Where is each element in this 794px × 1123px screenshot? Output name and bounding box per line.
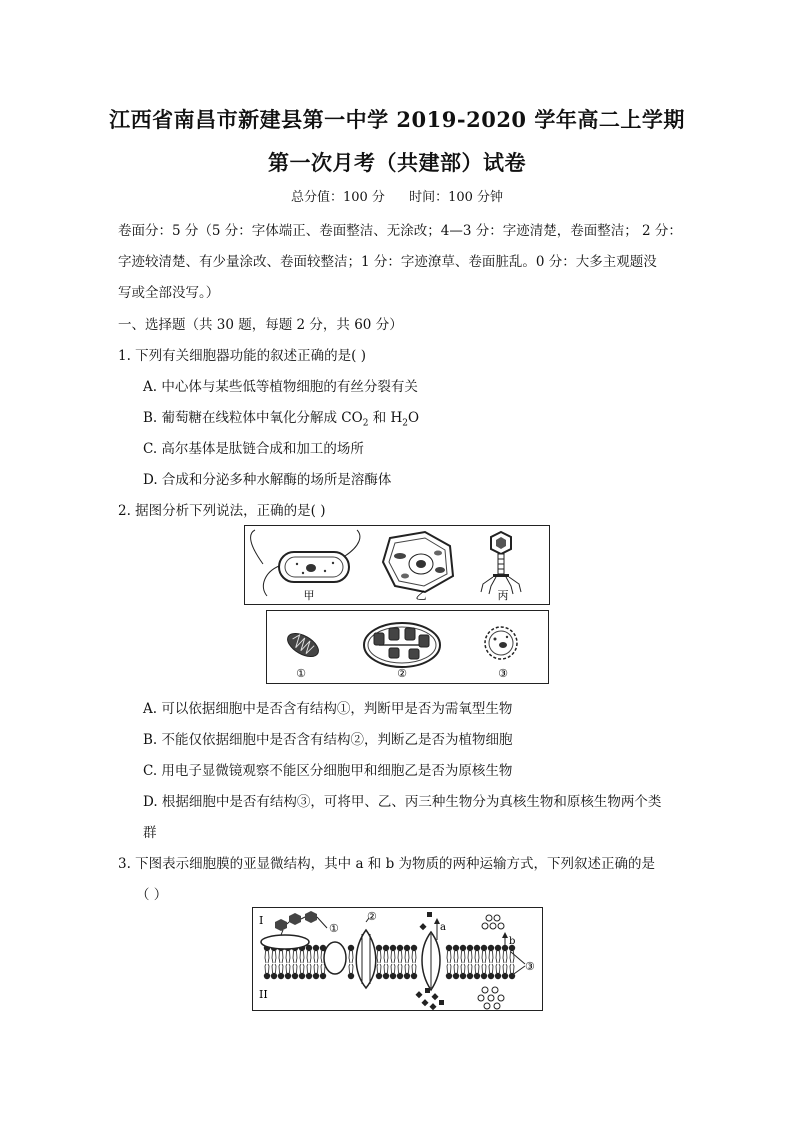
q2-stem: 2. 据图分析下列说法，正确的是( ) [118, 503, 326, 519]
side-label-top: I [259, 914, 264, 927]
phage-illustration [481, 532, 521, 594]
q1-stem: 1. 下列有关细胞器功能的叙述正确的是( ) [118, 348, 366, 364]
q1-option-b-sub2: 2 [402, 418, 409, 429]
label-a: a [440, 922, 446, 933]
label-1: ① [329, 922, 339, 935]
label-yi: 乙 [415, 589, 427, 602]
plant-cell-illustration [383, 532, 453, 592]
channel-protein-illustration [356, 918, 376, 988]
q1-option-b-text3: O [408, 410, 420, 426]
label-b: b [509, 936, 516, 947]
q2-option-c: C. 用电子显微镜观察不能区分细胞甲和细胞乙是否为原核生物 [143, 763, 513, 779]
nucleus-structure-illustration [485, 627, 517, 659]
chloroplast-illustration [364, 623, 440, 667]
label-struct3: ③ [498, 667, 508, 680]
q2-option-b: B. 不能仅依据细胞中是否含有结构②，判断乙是否为植物细胞 [143, 732, 513, 748]
instructions-line1: 卷面分：5 分（5 分：字体端正、卷面整洁、无涂改；4—3 分：字迹清楚，卷面整洁； 2 分： [118, 223, 682, 239]
q1-option-b [143, 406, 419, 429]
label-2: ② [367, 910, 377, 923]
exam-title-line1: 江西省南昌市新建县第一中学 2019-2020 学年高二上学期 [109, 107, 685, 132]
q3-stem-line2: （ ） [136, 887, 168, 903]
q3-stem-line1: 3. 下图表示细胞膜的亚显微结构，其中 a 和 b 为物质的两种运输方式，下列叙述正确的是 [118, 856, 656, 872]
q2-option-d-line1: D. 根据细胞中是否有结构③，可将甲、乙、丙三种生物分为真核生物和原核生物两个类 [143, 794, 662, 810]
glycoprotein-illustration [261, 911, 327, 949]
instructions-line3: 写或全部没写。） [118, 285, 220, 301]
q2-figure-organisms [244, 525, 550, 605]
q2-option-d-line2: 群 [143, 825, 157, 841]
exam-title-line2: 第一次月考（共建部）试卷 [268, 150, 526, 175]
q1-option-c: C. 高尔基体是肽链合成和加工的场所 [143, 441, 364, 457]
q1-option-b-text1: B. 葡萄糖在线粒体中氧化分解成 CO [143, 410, 363, 426]
exam-meta [0, 186, 794, 205]
label-struct2: ② [397, 667, 407, 680]
particles-below-a [415, 988, 444, 1010]
label-bing: 丙 [497, 589, 509, 602]
q3-figure-membrane [252, 907, 543, 1011]
total-score: 总分值：100 分 [290, 190, 385, 205]
membrane-diagram [253, 908, 542, 1010]
label-struct1: ① [296, 667, 306, 680]
q2-figure-structures [266, 610, 549, 684]
section-heading: 一、选择题（共 30 题，每题 2 分，共 60 分） [118, 317, 403, 333]
carrier-protein-illustration [419, 912, 440, 990]
q2-option-a: A. 可以依据细胞中是否含有结构①，判断甲是否为需氧型生物 [143, 701, 513, 717]
organisms-diagram [245, 526, 549, 604]
q1-option-b-sub1: 2 [362, 418, 369, 429]
mitochondrion-illustration [284, 629, 322, 662]
q1-option-a: A. 中心体与某些低等植物细胞的有丝分裂有关 [143, 379, 418, 395]
lipid-layer-bottom [264, 964, 515, 979]
label-jia: 甲 [303, 589, 315, 602]
instructions-line2: 字迹较清楚、有少量涂改、卷面较整洁；1 分：字迹潦草、卷面脏乱。0 分：大多主观题没 [118, 254, 657, 270]
q1-option-d: D. 合成和分泌多种水解酶的场所是溶酶体 [143, 472, 392, 488]
label-3: ③ [525, 960, 535, 973]
side-label-bottom: II [259, 988, 268, 1001]
bacterium-illustration [251, 530, 360, 596]
structures-diagram [267, 611, 548, 683]
membrane-protein-oval [324, 942, 346, 974]
exam-time: 时间：100 分钟 [409, 190, 504, 205]
q1-option-b-text2: 和 H [368, 410, 403, 426]
particles-circles [478, 915, 504, 1009]
